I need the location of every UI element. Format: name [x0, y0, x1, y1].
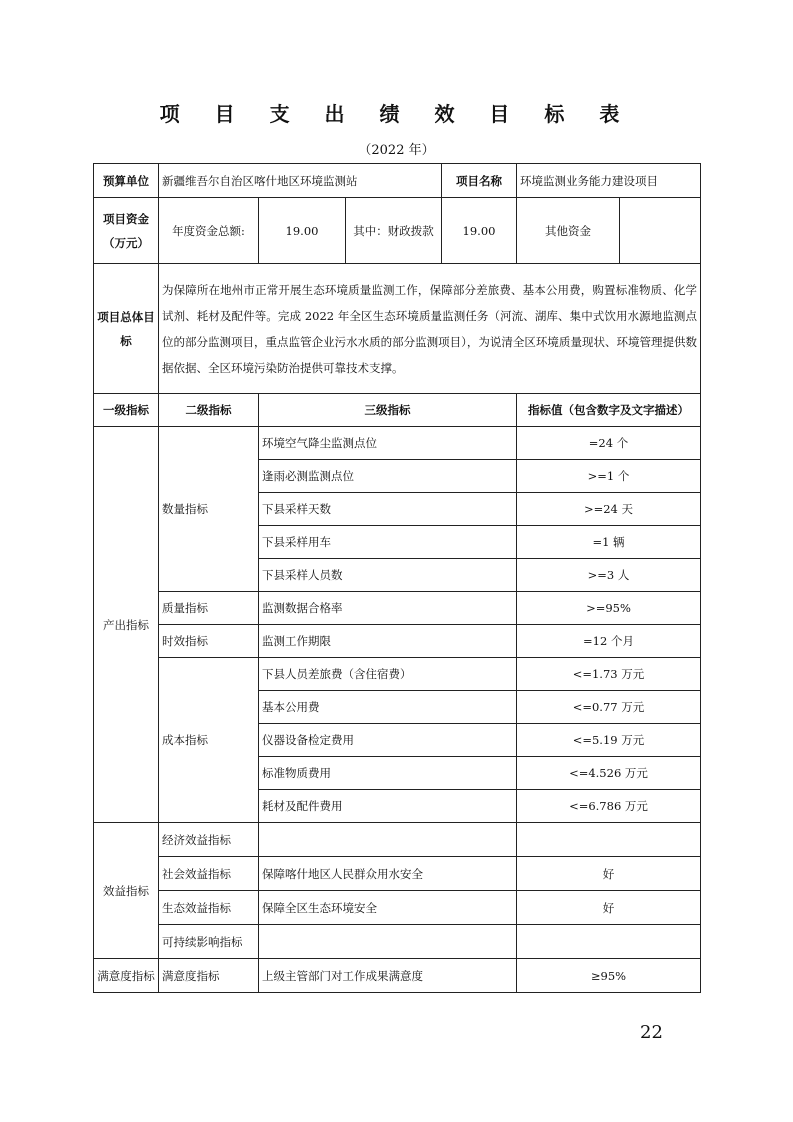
group-benefit: 效益指标 [94, 823, 159, 959]
indicator-cell: 监测数据合格率 [259, 592, 517, 625]
subgroup-sustainable: 可持续影响指标 [159, 925, 259, 959]
project-name-label: 项目名称 [442, 164, 517, 198]
table-row [94, 823, 701, 857]
column-header: 一级指标 [94, 394, 159, 427]
indicator-cell: 环境空气降尘监测点位 [259, 427, 517, 460]
indicator-cell: 下县采样用车 [259, 526, 517, 559]
table-row [94, 925, 701, 959]
value-cell: >=3 人 [517, 559, 701, 592]
header-row [94, 164, 701, 198]
table-row [94, 658, 701, 691]
subgroup-timeliness: 时效指标 [159, 625, 259, 658]
group-output: 产出指标 [94, 427, 159, 823]
budget-unit-value: 新疆维吾尔自治区喀什地区环境监测站 [159, 164, 442, 198]
subgroup-social: 社会效益指标 [159, 857, 259, 891]
table-row [94, 592, 701, 625]
indicator-cell: 保障喀什地区人民群众用水安全 [259, 857, 517, 891]
subgroup-quality: 质量指标 [159, 592, 259, 625]
overall-goal-row [94, 264, 701, 394]
indicator-cell: 逢雨必测监测点位 [259, 460, 517, 493]
overall-goal-label-line2: 标 [120, 333, 132, 348]
indicator-cell: 基本公用费 [259, 691, 517, 724]
group-satisfaction: 满意度指标 [94, 959, 159, 993]
indicator-cell [259, 823, 517, 857]
column-header: 指标值（包含数字及文字描述） [517, 394, 701, 427]
table-row [94, 857, 701, 891]
value-cell [517, 925, 701, 959]
subgroup-satisfaction: 满意度指标 [159, 959, 259, 993]
value-cell: <=5.19 万元 [517, 724, 701, 757]
value-cell: =12 个月 [517, 625, 701, 658]
funds-label [94, 198, 159, 264]
value-cell: 好 [517, 857, 701, 891]
subgroup-ecological: 生态效益指标 [159, 891, 259, 925]
performance-table [93, 163, 701, 993]
indicator-cell: 耗材及配件费用 [259, 790, 517, 823]
value-cell: <=0.77 万元 [517, 691, 701, 724]
indicator-cell: 监测工作期限 [259, 625, 517, 658]
subgroup-quantity: 数量指标 [159, 427, 259, 592]
budget-unit-label: 预算单位 [94, 164, 159, 198]
indicator-cell: 下县采样人员数 [259, 559, 517, 592]
value-cell: <=4.526 万元 [517, 757, 701, 790]
value-cell: >=95% [517, 592, 701, 625]
table-row [94, 427, 701, 460]
indicator-cell: 保障全区生态环境安全 [259, 891, 517, 925]
fiscal-value: 19.00 [442, 198, 517, 264]
value-cell: ≥95% [517, 959, 701, 993]
indicator-cell [259, 925, 517, 959]
value-cell: <=6.786 万元 [517, 790, 701, 823]
overall-goal-label [94, 264, 159, 394]
annual-total-label: 年度资金总额: [159, 198, 259, 264]
value-cell: =1 辆 [517, 526, 701, 559]
subgroup-economic: 经济效益指标 [159, 823, 259, 857]
table-row [94, 891, 701, 925]
annual-total-value: 19.00 [259, 198, 346, 264]
subgroup-cost: 成本指标 [159, 658, 259, 823]
other-funds-value [620, 198, 701, 264]
value-cell [517, 823, 701, 857]
funds-label-line1: 项目资金 [103, 211, 149, 226]
column-header: 三级指标 [259, 394, 517, 427]
fiscal-label: 其中：财政拨款 [346, 198, 442, 264]
year-label: （2022 年） [358, 143, 435, 158]
indicator-cell: 标准物质费用 [259, 757, 517, 790]
project-name-value: 环境监测业务能力建设项目 [517, 164, 701, 198]
overall-goal-text: 为保障所在地州市正常开展生态环境质量监测工作，保障部分差旅费、基本公用费，购置标准物质、化学试剂、耗材及配件等。完成 2022 年全区生态环境质量监测任务（河流、湖库、集中式饮用水源地监测点位的部分监测项目，重点监管企业污水水质的部分监测项目），为说清全区环境质量现状、环境管理提供数据依据、全区环境污染防治提供可靠技术支撑。 [159, 264, 701, 394]
other-funds-label: 其他资金 [517, 198, 620, 264]
indicator-cell: 仪器设备检定费用 [259, 724, 517, 757]
value-cell: >=24 天 [517, 493, 701, 526]
funds-row [94, 198, 701, 264]
column-header-row [94, 394, 701, 427]
indicator-cell: 下县采样天数 [259, 493, 517, 526]
value-cell: >=1 个 [517, 460, 701, 493]
page-title: 项 目 支 出 绩 效 目 标 表 [159, 102, 634, 126]
table-row [94, 625, 701, 658]
page-number: 22 [640, 1022, 663, 1043]
indicator-cell: 下县人员差旅费（含住宿费） [259, 658, 517, 691]
table-row [94, 959, 701, 993]
value-cell: <=1.73 万元 [517, 658, 701, 691]
indicator-cell: 上级主管部门对工作成果满意度 [259, 959, 517, 993]
funds-label-line2: （万元） [103, 235, 149, 250]
column-header: 二级指标 [159, 394, 259, 427]
value-cell: =24 个 [517, 427, 701, 460]
value-cell: 好 [517, 891, 701, 925]
overall-goal-label-line1: 项目总体目 [97, 309, 155, 324]
